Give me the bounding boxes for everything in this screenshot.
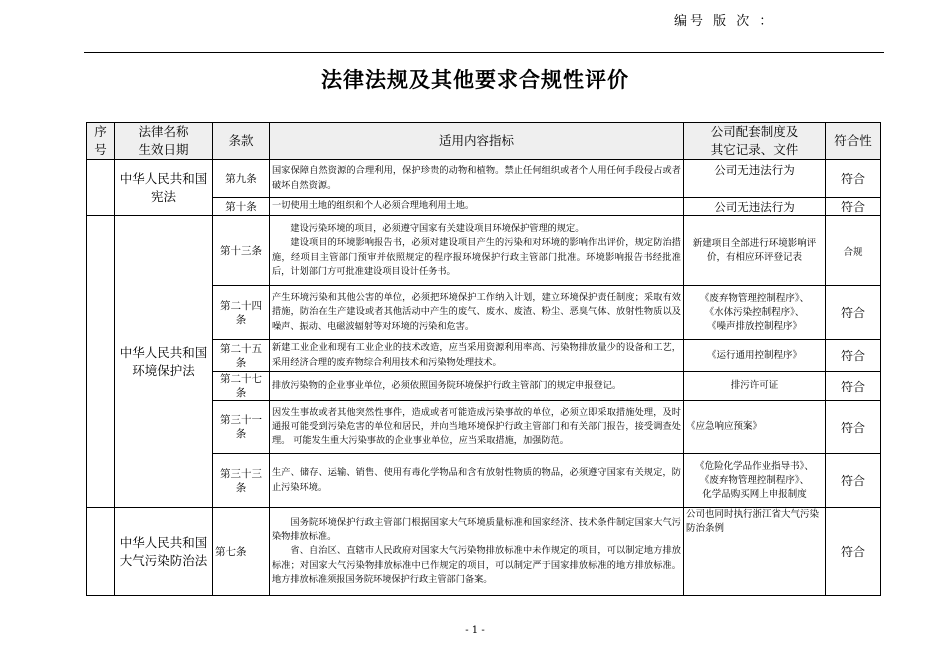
clause-cell: 第十条: [213, 198, 270, 216]
table-header-row: [87, 123, 881, 160]
content-paragraph: 省、自治区、直辖市人民政府对国家大气污染物排放标准中未作规定的项目，可以制定地方排放标准；对国家大气污染物排放标准中已作规定的项目，可以制定严于国家排放标准的地方排放标准。地方排放标准须报国务院环境保护行政主管部门备案。: [272, 545, 681, 585]
law-name-cell: [115, 508, 213, 596]
law-name-cell: 中华人民共和国宪法: [115, 160, 213, 216]
table-row: [87, 216, 881, 286]
document-number-label: 编号 版 次 ：: [674, 14, 776, 29]
compliance-cell: 符合: [826, 340, 881, 372]
system-doc: 《废弃物管理控制程序》、: [699, 474, 810, 486]
law-name-cell: 中华人民共和国环境保护法: [115, 216, 213, 508]
system-cell: 新建项目全部进行环境影响评价，有相应环评登记表: [684, 216, 826, 286]
clause-cell: 第二十七条: [213, 372, 270, 401]
clause-cell: 第二十四条: [213, 286, 270, 340]
system-doc: 化学品购买网上申报制度: [702, 488, 807, 500]
compliance-cell: 符合: [826, 198, 881, 216]
col-header-system: [684, 123, 826, 160]
content-cell: 国家保障自然资源的合理利用，保护珍贵的动物和植物。禁止任何组织或者个人用任何手段侵占或者破坏自然资源。: [270, 160, 684, 198]
compliance-cell: 符合: [826, 160, 881, 198]
clause-cell: 第三十三条: [213, 454, 270, 508]
system-doc: 《危险化学品作业指导书》、: [695, 460, 814, 472]
content-cell: [270, 216, 684, 286]
content-cell: 排放污染物的企业事业单位，必须依照国务院环境保护行政主管部门的规定申报登记。: [270, 372, 684, 401]
clause-cell: 第三十一条: [213, 401, 270, 454]
content-cell: 一切使用土地的组织和个人必须合理地利用土地。: [270, 198, 684, 216]
col-header-no: 序号: [87, 123, 115, 160]
system-doc: 《废弃物管理控制程序》、: [699, 292, 810, 304]
content-cell: [270, 508, 684, 596]
page-title: 法律法规及其他要求合规性评价: [321, 67, 629, 92]
content-cell: 产生环境污染和其他公害的单位，必须把环境保护工作纳入计划，建立环境保护责任制度；采取有效措施，防治在生产建设或者其他活动中产生的废气、废水、废渣、粉尘、恶臭气体、放射性物质以及噪声、振动、电磁波辐射等对环境的污染和危害。: [270, 286, 684, 340]
content-paragraph: 建设项目的环境影响报告书，必须对建设项目产生的污染和对环境的影响作出评价，规定防治措施，经项目主管部门预审并依照规定的程序报环境保护行政主管部门批准。环境影响报告书经批准后，计划部门方可批准建设项目设计任务书。: [272, 237, 681, 277]
col-header-system-l1: 公司配套制度及: [710, 124, 799, 139]
system-cell: 《应急响应预案》: [684, 401, 826, 454]
system-cell: 排污许可证: [684, 372, 826, 401]
system-cell: 公司也同时执行浙江省大气污染防治条例: [684, 508, 826, 596]
content-cell: 因发生事故或者其他突然性事件，造成或者可能造成污染事故的单位，必须立即采取措施处理，及时通报可能受到污染危害的单位和居民，并向当地环境保护行政主管部门和有关部门报告，接受调查处理。 可能发生重大污染事故的企业事业单位，应当采取措施，加强防范。: [270, 401, 684, 454]
clause-cell: 第七条: [213, 508, 270, 596]
compliance-cell: 符合: [826, 401, 881, 454]
compliance-cell: 符合: [826, 286, 881, 340]
system-cell: [684, 286, 826, 340]
clause-cell: 第十三条: [213, 216, 270, 286]
page-number: - 1 -: [465, 625, 485, 636]
system-doc: 《水体污染控制程序》、: [704, 306, 805, 318]
content-paragraph: 国务院环境保护行政主管部门根据国家大气环境质量标准和国家经济、技术条件制定国家大气污染物排放标准。: [272, 516, 681, 543]
system-cell: 《运行通用控制程序》: [684, 340, 826, 372]
col-header-system-l2: 其它记录、文件: [710, 142, 799, 157]
clause-cell: 第九条: [213, 160, 270, 198]
compliance-cell: 符合: [826, 454, 881, 508]
col-header-law: [115, 123, 213, 160]
law-name-line: 大气污染防治法: [119, 552, 208, 568]
system-cell: 公司无违法行为: [684, 160, 826, 198]
row-no-cell: [87, 160, 115, 216]
content-paragraph: 建设污染环境的项目，必须遵守国家有关建设项目环境保护管理的规定。: [290, 223, 585, 235]
system-doc: 《噪声排放控制程序》: [706, 320, 802, 332]
compliance-cell: 符合: [826, 508, 881, 596]
clause-cell: 第二十五条: [213, 340, 270, 372]
system-cell: 公司无违法行为: [684, 198, 826, 216]
col-header-law-name: 法律名称: [138, 124, 189, 139]
row-no-cell: [87, 216, 115, 508]
col-header-effective-date: 生效日期: [138, 142, 189, 157]
content-cell: 生产、储存、运输、销售、使用有毒化学物品和含有放射性物质的物品，必须遵守国家有关规定，防止污染环境。: [270, 454, 684, 508]
row-no-cell: [87, 508, 115, 596]
table-row: [87, 160, 881, 198]
col-header-compliance: 符合性: [826, 123, 881, 160]
law-name-line: 中华人民共和国: [119, 534, 208, 550]
compliance-cell: 符合: [826, 372, 881, 401]
col-header-clause: 条款: [213, 123, 270, 160]
compliance-table: [86, 122, 881, 596]
compliance-cell: 合规: [826, 216, 881, 286]
table-row: [87, 508, 881, 596]
content-cell: 新建工业企业和现有工业企业的技术改造，应当采用资源利用率高、污染物排放量少的设备和工艺，采用经济合理的废弃物综合利用技术和污染物处理技术。: [270, 340, 684, 372]
col-header-content: 适用内容指标: [270, 123, 684, 160]
system-cell: [684, 454, 826, 508]
header-rule: [84, 52, 884, 53]
